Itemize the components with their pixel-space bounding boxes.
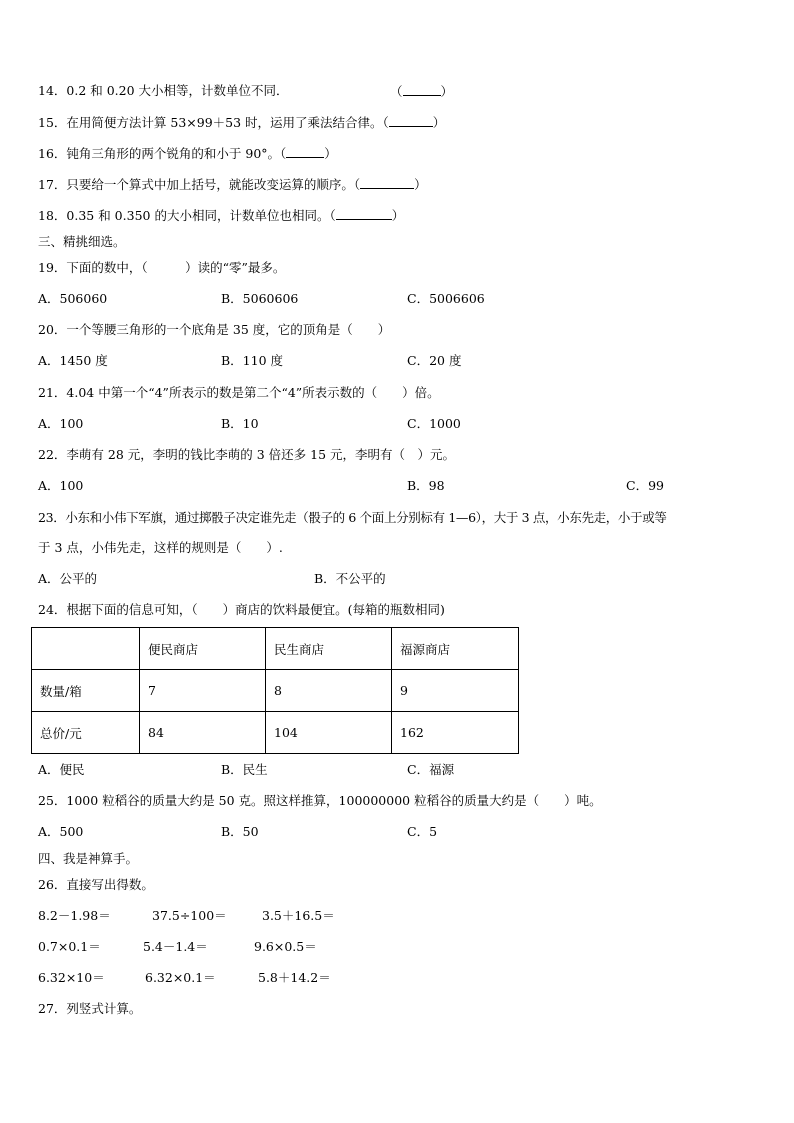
option-b[interactable]: B．10 bbox=[221, 416, 259, 431]
answer-blank[interactable] bbox=[389, 114, 433, 127]
answer-blank[interactable] bbox=[286, 145, 324, 158]
question-26-text: 26．直接写出得数。 bbox=[38, 877, 154, 892]
option-c[interactable]: C．5006606 bbox=[407, 291, 485, 306]
calc-item: 6.32×0.1＝ bbox=[145, 970, 216, 985]
table-cell: 84 bbox=[140, 712, 266, 754]
table-header-row bbox=[32, 628, 519, 670]
option-b[interactable]: B．民生 bbox=[221, 762, 268, 777]
answer-blank[interactable] bbox=[336, 207, 392, 220]
option-a[interactable]: A．506060 bbox=[38, 291, 108, 306]
calc-item: 9.6×0.5＝ bbox=[254, 939, 317, 954]
calc-item: 8.2－1.98＝ bbox=[38, 908, 111, 923]
question-14-text: 14．0.2 和 0.20 大小相等，计数单位不同． bbox=[38, 83, 289, 98]
option-c[interactable]: C．1000 bbox=[407, 416, 461, 431]
table-cell: 104 bbox=[266, 712, 392, 754]
calc-item: 5.4－1.4＝ bbox=[143, 939, 208, 954]
section-heading-3: 三、精挑细选。 bbox=[38, 234, 126, 249]
option-b[interactable]: B．98 bbox=[407, 478, 445, 493]
table-header-cell: 便民商店 bbox=[140, 628, 266, 670]
calc-item: 6.32×10＝ bbox=[38, 970, 105, 985]
table-cell: 9 bbox=[392, 670, 519, 712]
price-table bbox=[31, 627, 519, 754]
answer-blank[interactable] bbox=[360, 176, 414, 189]
question-25-text: 25．1000 粒稻谷的质量大约是 50 克。照这样推算，100000000 粒稻谷的质量大约是（ ）吨。 bbox=[38, 793, 602, 808]
option-b[interactable]: B．不公平的 bbox=[314, 571, 386, 586]
option-c[interactable]: C．99 bbox=[626, 478, 664, 493]
table-header-cell: 民生商店 bbox=[266, 628, 392, 670]
question-16-text: 16．钝角三角形的两个锐角的和小于 90°。（ bbox=[38, 146, 287, 161]
table-cell: 7 bbox=[140, 670, 266, 712]
option-a[interactable]: A．100 bbox=[38, 478, 84, 493]
question-19-text: 19．下面的数中，（ ）读的“零”最多。 bbox=[38, 260, 286, 275]
table-header-cell: 福源商店 bbox=[392, 628, 519, 670]
table-cell: 总价/元 bbox=[32, 712, 140, 754]
question-18: 18．0.35 和 0.350 的大小相同，计数单位也相同。（ ） bbox=[38, 208, 405, 223]
question-15: 15．在用简便方法计算 53×99＋53 时，运用了乘法结合律。（ ） bbox=[38, 115, 446, 130]
table-cell: 数量/箱 bbox=[32, 670, 140, 712]
calc-item: 0.7×0.1＝ bbox=[38, 939, 101, 954]
table-row bbox=[32, 670, 519, 712]
question-22-text: 22．李萌有 28 元，李明的钱比李萌的 3 倍还多 15 元，李明有（ ）元。 bbox=[38, 447, 456, 462]
answer-blank[interactable] bbox=[403, 83, 441, 96]
option-b[interactable]: B．110 度 bbox=[221, 353, 284, 368]
table-cell bbox=[32, 628, 140, 670]
question-18-text: 18．0.35 和 0.350 的大小相同，计数单位也相同。（ bbox=[38, 208, 336, 223]
question-15-text: 15．在用简便方法计算 53×99＋53 时，运用了乘法结合律。（ bbox=[38, 115, 389, 130]
option-c[interactable]: C．5 bbox=[407, 824, 438, 839]
question-14 bbox=[38, 83, 289, 99]
option-a[interactable]: A．500 bbox=[38, 824, 84, 839]
option-a[interactable]: A．便民 bbox=[38, 762, 85, 777]
question-23-line2: 于 3 点，小伟先走，这样的规则是（ ）. bbox=[38, 540, 283, 555]
question-14-answer[interactable]: （ ） bbox=[390, 84, 454, 99]
option-c[interactable]: C．20 度 bbox=[407, 353, 462, 368]
question-20-text: 20．一个等腰三角形的一个底角是 35 度，它的顶角是（ ） bbox=[38, 322, 391, 337]
option-a[interactable]: A．1450 度 bbox=[38, 353, 108, 368]
option-b[interactable]: B．50 bbox=[221, 824, 259, 839]
section-heading-4: 四、我是神算手。 bbox=[38, 851, 139, 866]
question-27-text: 27．列竖式计算。 bbox=[38, 1001, 142, 1016]
question-24-text: 24．根据下面的信息可知，（ ）商店的饮料最便宜。(每箱的瓶数相同) bbox=[38, 602, 445, 617]
option-a[interactable]: A．公平的 bbox=[38, 571, 98, 586]
calc-item: 3.5＋16.5＝ bbox=[262, 908, 335, 923]
question-17-text: 17．只要给一个算式中加上括号，就能改变运算的顺序。（ bbox=[38, 177, 361, 192]
question-23-line1: 23．小东和小伟下军旗，通过掷骰子决定谁先走（骰子的 6 个面上分别标有 1—6），大于 3 点，小东先走，小于或等 bbox=[38, 510, 667, 525]
table-row bbox=[32, 712, 519, 754]
question-17: 17．只要给一个算式中加上括号，就能改变运算的顺序。（ ） bbox=[38, 177, 427, 192]
question-16: 16．钝角三角形的两个锐角的和小于 90°。（ ） bbox=[38, 146, 337, 161]
question-21-text: 21．4.04 中第一个“4”所表示的数是第二个“4”所表示数的（ ）倍。 bbox=[38, 385, 440, 400]
option-a[interactable]: A．100 bbox=[38, 416, 84, 431]
option-c[interactable]: C．福源 bbox=[407, 762, 455, 777]
calc-item: 5.8＋14.2＝ bbox=[258, 970, 331, 985]
option-b[interactable]: B．5060606 bbox=[221, 291, 299, 306]
table-cell: 162 bbox=[392, 712, 519, 754]
calc-item: 37.5÷100＝ bbox=[152, 908, 227, 923]
table-cell: 8 bbox=[266, 670, 392, 712]
